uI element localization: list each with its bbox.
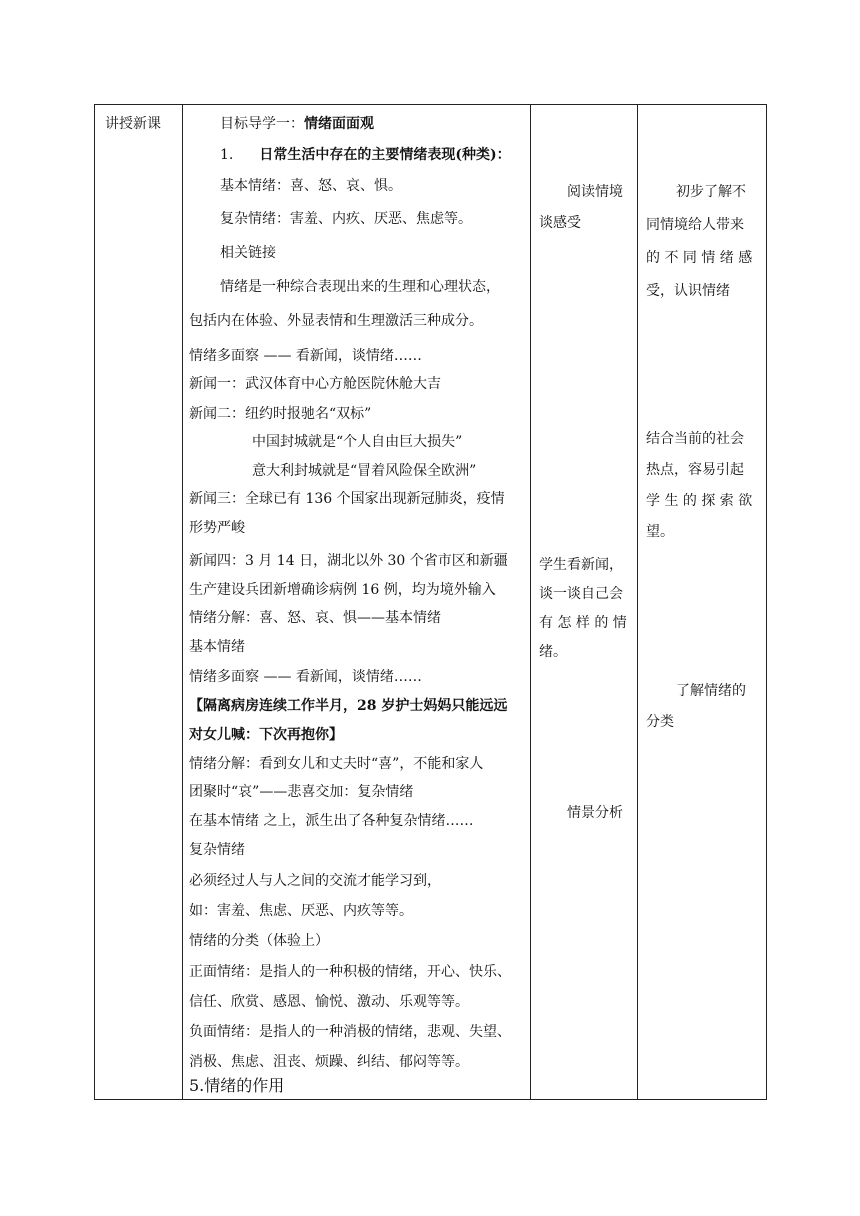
related-link-heading: 相关链接 <box>220 245 276 261</box>
analysis-line-2b: 团聚时“哀”——悲喜交加：复杂情绪 <box>189 784 414 800</box>
basic-emotion-label: 基本情绪 <box>189 639 245 655</box>
analysis-line-2a: 情绪分解：看到女儿和丈夫时“喜”，不能和家人 <box>189 756 484 772</box>
intent-b-1: 结合当前的社会 <box>646 431 744 447</box>
stage-cell <box>95 105 183 1100</box>
item1-number: 1. <box>220 147 234 163</box>
intent-c-2: 分类 <box>646 714 674 730</box>
complex-emotions-line: 复杂情绪：害羞、内疚、厌恶、焦虑等。 <box>220 211 472 227</box>
goal-line <box>220 113 374 135</box>
positive-line-1: 正面情绪：是指人的一种积极的情绪，开心、快乐、 <box>189 964 511 980</box>
student-news-1: 学生看新闻， <box>539 557 623 573</box>
intent-a-1: 初步了解不 <box>676 184 746 200</box>
table-row <box>95 105 767 1100</box>
intent-b-4: 望。 <box>646 524 674 540</box>
item1-title: 日常生活中存在的主要情绪表现(种类)： <box>259 147 511 163</box>
student-news-3: 有 怎 样 的 情 <box>539 615 627 631</box>
student-activity-cell <box>531 105 638 1100</box>
derive-line: 在基本情绪 之上，派生出了各种复杂情绪…… <box>189 813 474 829</box>
learn-line: 必须经过人与人之间的交流才能学习到， <box>189 873 441 889</box>
intent-a-2: 同情境给人带来 <box>646 217 744 233</box>
definition-line-1: 情绪是一种综合表现出来的生理和心理状态， <box>220 279 500 295</box>
news2-line: 新闻二：纽约时报驰名“双标” <box>189 406 372 422</box>
lesson-plan-table <box>94 104 767 1100</box>
news2-quote-b: 意大利封城就是“冒着风险保全欧洲” <box>252 463 477 479</box>
observe-line-2: 情绪多面察 —— 看新闻，谈情绪…… <box>189 669 422 685</box>
news3-line-1: 新闻三：全球已有 136 个国家出现新冠肺炎，疫情 <box>189 491 505 507</box>
design-intent-cell <box>638 105 767 1100</box>
stage-label: 讲授新课 <box>105 116 161 132</box>
news3-line-2: 形势严峻 <box>189 520 245 536</box>
example-line: 如：害羞、焦虑、厌恶、内疚等等。 <box>189 903 413 919</box>
intent-b-2: 热点，容易引起 <box>646 462 744 478</box>
negative-line-2: 消极、焦虑、沮丧、烦躁、纠结、郁闷等等。 <box>189 1054 469 1070</box>
goal-title: 情绪面面观 <box>304 116 374 132</box>
nurse-news-line-1: 【隔离病房连续工作半月，28 岁护士妈妈只能远远 <box>189 698 508 714</box>
student-read: 阅读情境 <box>567 184 623 200</box>
news4-line-1: 新闻四：3 月 14 日，湖北以外 30 个省市区和新疆 <box>189 553 508 569</box>
news1-line: 新闻一：武汉体育中心方舱医院休舱大吉 <box>189 376 441 392</box>
intent-a-4: 受，认识情绪 <box>646 283 730 299</box>
item1-line <box>220 144 511 166</box>
observe-line-1: 情绪多面察 —— 看新闻，谈情绪…… <box>189 348 422 364</box>
intent-b-3: 学 生 的 探 索 欲 <box>646 493 753 509</box>
nurse-news-line-2: 对女儿喊：下次再抱你】 <box>189 727 343 743</box>
negative-line-1: 负面情绪：是指人的一种消极的情绪，悲观、失望、 <box>189 1024 511 1040</box>
intent-a-3: 的 不 同 情 绪 感 <box>646 250 753 266</box>
classification-heading: 情绪的分类（体验上） <box>189 933 329 949</box>
news4-line-2: 生产建设兵团新增确诊病例 16 例，均为境外输入 <box>189 582 496 598</box>
analysis-line-1: 情绪分解：喜、怒、哀、惧——基本情绪 <box>189 610 441 626</box>
basic-emotions-line: 基本情绪：喜、怒、哀、惧。 <box>220 178 402 194</box>
content-cell <box>183 105 531 1100</box>
positive-line-2: 信任、欣赏、感恩、愉悦、激动、乐观等等。 <box>189 994 469 1010</box>
complex-emotion-label: 复杂情绪 <box>189 842 245 858</box>
definition-line-2: 包括内在体验、外显表情和生理激活三种成分。 <box>189 313 483 329</box>
news2-quote-a: 中国封城就是“个人自由巨大损失” <box>252 434 463 450</box>
student-news-4: 绪。 <box>539 644 567 660</box>
student-scene: 情景分析 <box>567 805 623 821</box>
section5-heading: 5.情绪的作用 <box>189 1076 285 1095</box>
student-talk: 谈感受 <box>539 215 581 231</box>
student-news-2: 谈一谈自己会 <box>539 586 623 602</box>
goal-prefix: 目标导学一： <box>220 116 304 132</box>
intent-c-1: 了解情绪的 <box>676 683 746 699</box>
